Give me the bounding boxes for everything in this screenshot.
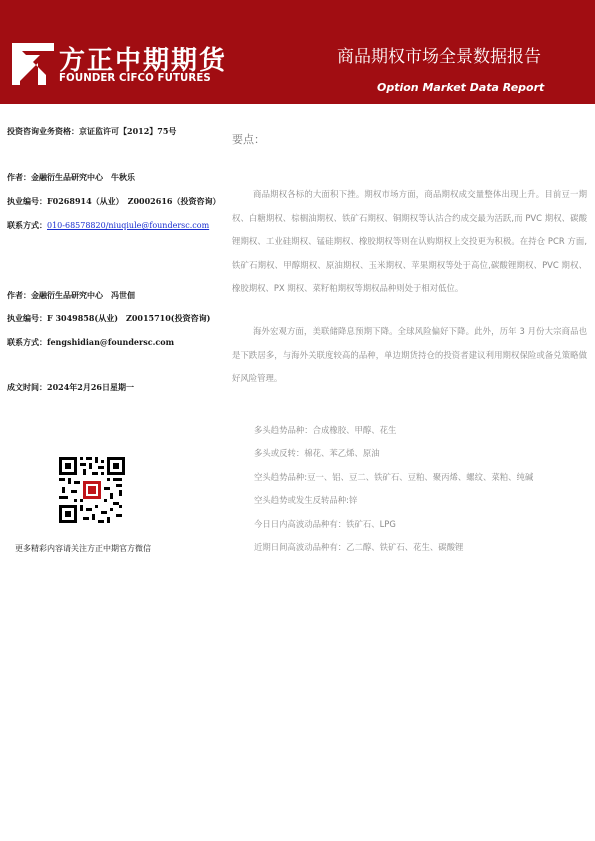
company-logo-icon [12,43,54,85]
qr-code-icon [59,457,125,523]
author2-cert: 执业编号：F 3049858(从业) Z0015710(投资咨询) [7,313,211,323]
summary-paragraph-2: 海外宏观方面，美联储降息预期下降。全球风险偏好下降。此外，历年 3 月份大宗商品也是下跌居多，与海外关联度较高的品种，单边期货持仓的投资者建议利用期权保险或备兑策略做好风险管理。 [232,326,587,383]
author2-contact: 联系方式：fengshidian@foundersc.com [7,337,175,347]
interday-volatility-item: 近期日间高波动品种有：乙二醇、铁矿石、花生、碳酸锂 [254,542,464,552]
trend-item-bear: 空头趋势品种:豆一、铝、豆二、铁矿石、豆粕、聚丙烯、螺纹、菜粕、纯碱 [254,472,534,482]
trend-item-bear-reversal: 空头趋势或发生反转品种:锌 [254,495,358,505]
header-banner [0,0,595,104]
report-date: 成文时间：2024年2月26日星期一 [7,382,134,392]
report-title: 商品期权市场全景数据报告 [337,47,541,67]
author1-contact [7,220,209,231]
author1-cert: 执业编号：F0268914（从业） Z0002616（投资咨询） [7,196,221,206]
author1-name: 作者：金融衍生品研究中心 牛秋乐 [7,172,135,182]
qr-caption: 更多精彩内容请关注方正中期官方微信 [15,544,151,553]
report-subtitle: Option Market Data Report [377,81,545,94]
trend-item-bull-reversal: 多头或反转：棉花、苯乙烯、原油 [254,448,380,458]
author2-name: 作者：金融衍生品研究中心 冯世佃 [7,290,135,300]
license-text: 投资咨询业务资格：京证监许可【2012】75号 [7,126,177,136]
author1-contact-label: 联系方式： [7,220,47,230]
company-name-cn: 方正中期期货 [59,46,228,76]
author1-email-link[interactable]: 010-68578820/niuqiule@foundersc.com [47,221,210,230]
intraday-volatility-item: 今日日内高波动品种有：铁矿石、LPG [254,519,396,529]
company-name-en: FOUNDER CIFCO FUTURES [59,73,211,84]
trend-item-bull: 多头趋势品种：合成橡胶、甲醇、花生 [254,425,397,435]
summary-paragraph-1: 商品期权各标的大面积下挫。期权市场方面，商品期权成交量整体出现上升。目前豆一期权、白糖期权、棕榈油期权、铁矿石期权、铜期权等认沽合约成交最为活跃,而 PVC 期权、碳酸锂期权、工业硅期权、锰硅期权、橡胶期权等则在认购期权上交投更为积极。在持仓 PCR 方面,铁矿石期权、甲醇期权、原油期权、玉米期权、苹果期权等处于高位,碳酸锂期权、PVC 期权、橡胶期权、PX 期权、菜籽粕期权等期权品种则处于相对低位。 [232,189,587,293]
key-points-heading: 要点： [232,133,265,146]
